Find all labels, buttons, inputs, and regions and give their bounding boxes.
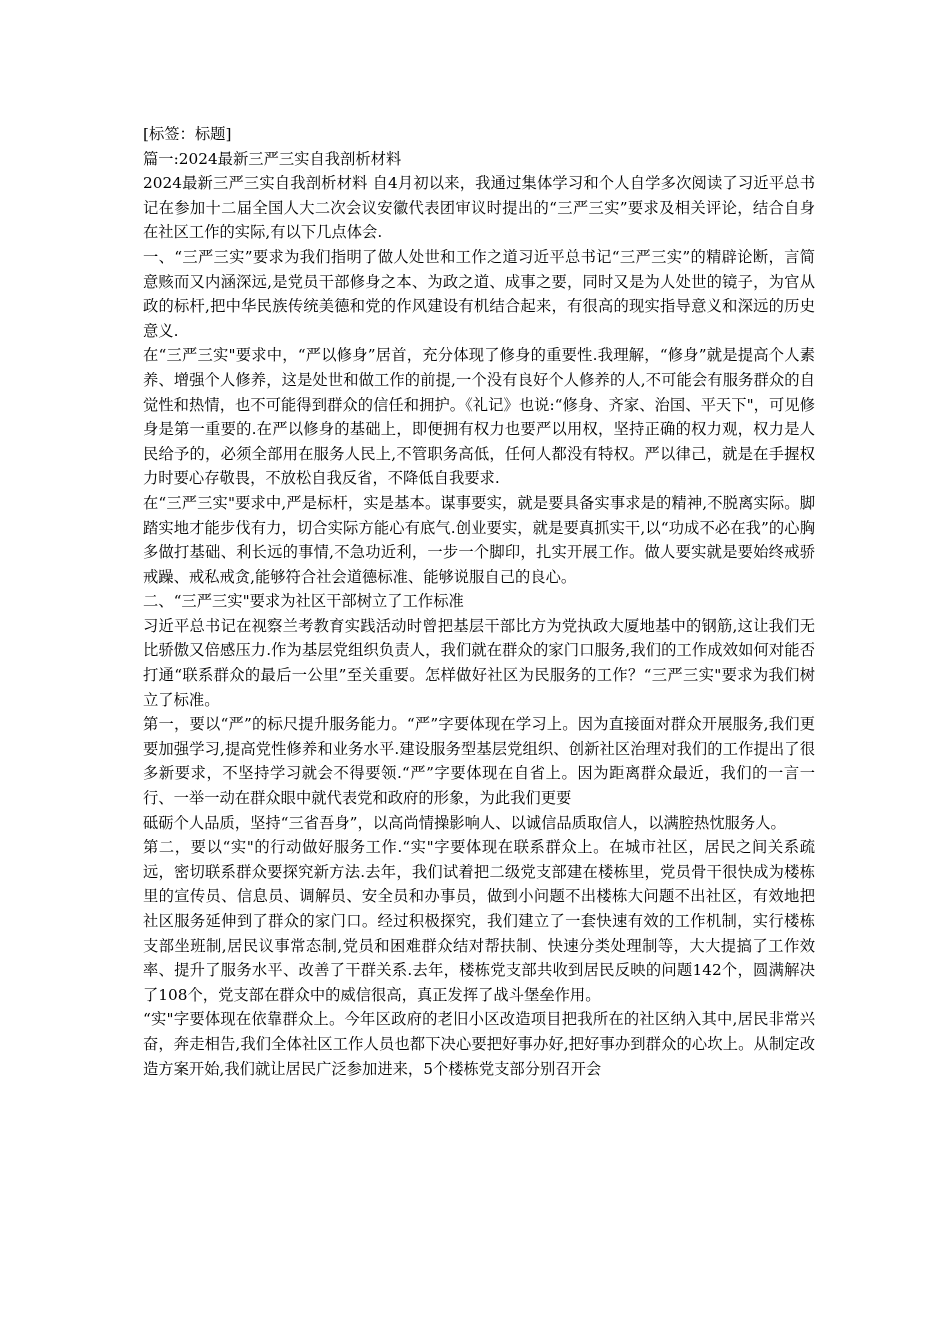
section-two-heading: 二、“三严三实"要求为社区干部树立了工作标准 xyxy=(143,592,464,611)
paragraph-second-point: 第二，要以“实"的行动做好服务工作.“实"字要体现在联系群众上。在城市社区，居民之间关系疏远，密切联系群众要探究新方法.去年，我们试着把二级党支部建在楼栋里，党员骨干很快成为楼栋里的宣传员、信息员、调解员、安全员和办事员，做到小问题不出楼栋大问题不出社区，有效地把社区服务延伸到了群众的家门口。经过积极探究，我们建立了一套快速有效的工作机制，实行楼栋支部坐班制,居民议事常态制,党员和困难群众结对帮扶制、快速分类处理制等，大大提搞了工作效率、提升了服务水平、改善了干群关系.去年，楼栋党支部共收到居民反映的问题142个，圆满解决了108个，党支部在群众中的威信很高，真正发挥了战斗堡垒作用。 xyxy=(143,838,815,1004)
document-page xyxy=(143,122,815,1081)
paragraph-section-one: 一、“三严三实”要求为我们指明了做人处世和工作之道习近平总书记“三严三实”的精辟论断，言简意赅而又内涵深远,是党员干部修身之本、为政之道、成事之要，同时又是为人处世的镜子，为官从政的标杆,把中华民族传统美德和党的作风建设有机结合起来，有很高的现实指导意义和深远的历史意义. xyxy=(143,247,815,340)
tag-line: [标签：标题] xyxy=(143,125,232,143)
paragraph-first-point: 第一，要以“严”的标尺提升服务能力。“严”字要体现在学习上。因为直接面对群众开展服务,我们更要加强学习,提高党性修养和业务水平.建设服务型基层党组织、创新社区治理对我们的工作提出了很多新要求，不坚持学习就会不得要领.“严”字要体现在自省上。因为距离群众最近，我们的一言一行、一举一动在群众眼中就代表党和政府的形象，为此我们更要 xyxy=(143,715,815,808)
paragraph-self-cultivation: 在“三严三实"要求中，“严以修身”居首，充分体现了修身的重要性.我理解，“修身”就是提高个人素养、增强个人修养，这是处世和做工作的前提,一个没有良好个人修养的人,不可能会有服务群众的自觉性和热情，也不可能得到群众的信任和拥护。《礼记》也说:“修身、齐家、治国、平天下"，可见修身是第一重要的.在严以修身的基础上，即便拥有权力也要严以用权，坚持正确的权力观，权力是人民给予的，必须全部用在服务人民上,不管职务高低，任何人都没有特权。严以律己，就是在手握权力时要心存敬畏，不放松自我反省，不降低自我要求. xyxy=(143,346,815,488)
paragraph-strict-and-practical: 在“三严三实"要求中,严是标杆，实是基本。谋事要实，就是要具备实事求是的精神,不脱离实际。脚踏实地才能步伐有力，切合实际方能心有底气.创业要实，就是要真抓实干,以“功成不必在我”的心胸多做打基础、利长远的事情,不急功近利，一步一个脚印，扎实开展工作。做人要实就是要始终戒骄戒躁、戒私戒贪,能够符合社会道德标准、能够说服自己的良心。 xyxy=(143,493,815,586)
paragraph-rely-on-masses: “实"字要体现在依靠群众上。今年区政府的老旧小区改造项目把我所在的社区纳入其中,居民非常兴奋，奔走相告,我们全体社区工作人员也都下决心要把好事办好,把好事办到群众的心坎上。从制定改造方案开始,我们就让居民广泛参加进来，5个楼栋党支部分别召开会 xyxy=(143,1010,815,1078)
paragraph-grassroots-cadres: 习近平总书记在视察兰考教育实践活动时曾把基层干部比方为党执政大厦地基中的钢筋,这让我们无比骄傲又倍感压力.作为基层党组织负责人，我们就在群众的家门口服务,我们的工作成效如何对能否打通“联系群众的最后一公里”至关重要。怎样做好社区为民服务的工作？“三严三实"要求为我们树立了标准。 xyxy=(143,616,815,709)
document-title: 篇一:2024最新三严三实自我剖析材料 xyxy=(143,149,402,168)
paragraph-intro: 2024最新三严三实自我剖析材料 自4月初以来，我通过集体学习和个人自学多次阅读了习近平总书记在参加十二届全国人大二次会议安徽代表团审议时提出的“三严三实”要求及相关评论，结合自身在社区工作的实际,有以下几点体会. xyxy=(143,174,815,242)
paragraph-first-point-continued: 砥砺个人品质，坚持“三省吾身”，以高尚情操影响人、以诚信品质取信人，以满腔热忱服务人。 xyxy=(143,813,786,832)
